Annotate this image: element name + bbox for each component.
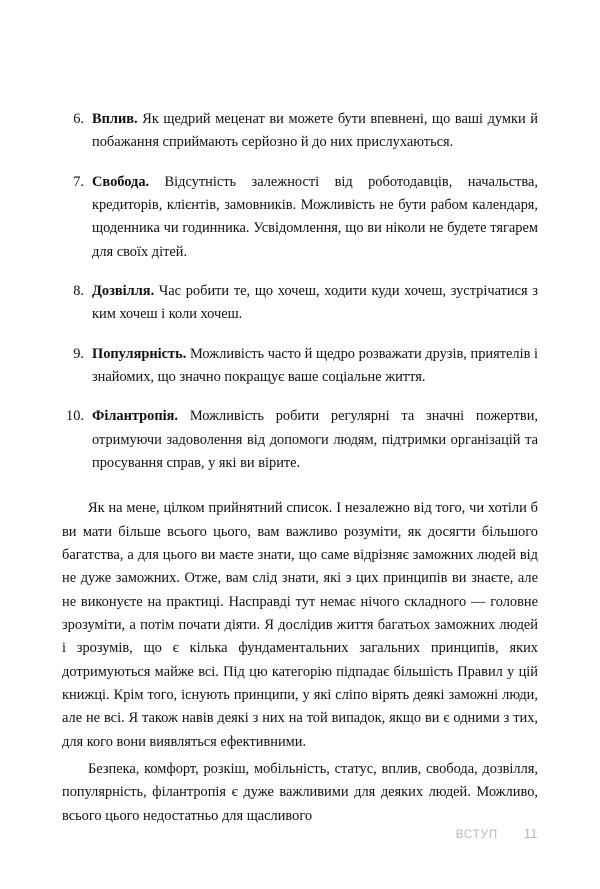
list-item (62, 343, 538, 390)
page-number: 11 (524, 827, 538, 841)
list-item-number: 8. (73, 282, 84, 299)
list-item-number: 9. (73, 345, 84, 362)
list-item-term: Дозвілля. (92, 282, 155, 299)
paragraph: Безпека, комфорт, розкіш, мобільність, статус, вплив, свобода, дозвілля, популярність, філантропія є дуже важливими для деяких людей. Можливо, всього цього недостатньо для щасливого (62, 760, 538, 824)
paragraph: Як на мене, цілком прийнятний список. І незалежно від того, чи хотіли б ви мати більше всього цього, вам важливо розуміти, як досягти більшого багатства, а для цього ви маєте знати, що саме відрізняє заможних людей від не дуже заможних. Отже, вам слід знати, які з цих принципів ви знаєте, але не виконуєте на практиці. Насправді тут немає нічого складного — головне зрозуміти, а потім почати діяти. Я дослідив життя багатьох заможних людей і зрозумів, що є кілька фундаментальних загальних принципів, яких дотримуються майже всі. Під цю категорію підпадає більшість Правил у цій книжці. Крім того, існують принципи, у які сліпо вірять деякі заможні люди, але не всі. Я також навів деякі з них на той випадок, якщо ви є одними з тих, для кого вони виявляться ефективними. (62, 500, 538, 750)
footer-section-label: ВСТУП (455, 829, 499, 841)
list-item-term: Філантропія. (92, 408, 179, 425)
list-item-term: Вплив. (92, 111, 138, 127)
list-item-text: Час робити те, що хочеш, ходити куди хочеш, зустрічатися з ким хочеш і коли хочеш. (92, 282, 538, 323)
page-footer (456, 827, 538, 841)
list-item-number: 10. (66, 408, 84, 425)
list-item-number: 7. (73, 173, 84, 190)
list-item-term: Свобода. (92, 173, 150, 190)
page-content (62, 108, 538, 830)
list-item (62, 171, 538, 264)
list-item (62, 280, 538, 327)
list-item-text: Можливість часто й щедро розважати друзів, приятелів і знайомих, що значно покращує ваше соціальне життя. (92, 345, 538, 385)
list-item-number: 6. (73, 111, 84, 127)
numbered-list (62, 108, 538, 475)
list-item-text: Як щедрий меценат ви можете бути впевнені, що ваші думки й побажання сприймають серйозно й до них прислухаються. (92, 111, 538, 151)
list-item (62, 108, 538, 155)
list-item-text: Відсутність залежності від роботодавців, начальства, кредиторів, клієнтів, замовників. Можливість не бути рабом календаря, щоденника чи годинника. Усвідомлення, що ви ніколи не будете тягарем для своїх дітей. (92, 173, 538, 260)
list-item-text: Можливість робити регулярні та значні пожертви, отримуючи задоволення від допомоги людям, підтримки організацій та просування справ, у які ви вірите. (92, 408, 538, 471)
body-text (62, 497, 538, 828)
list-item-term: Популярність. (92, 345, 187, 362)
list-item (62, 405, 538, 475)
